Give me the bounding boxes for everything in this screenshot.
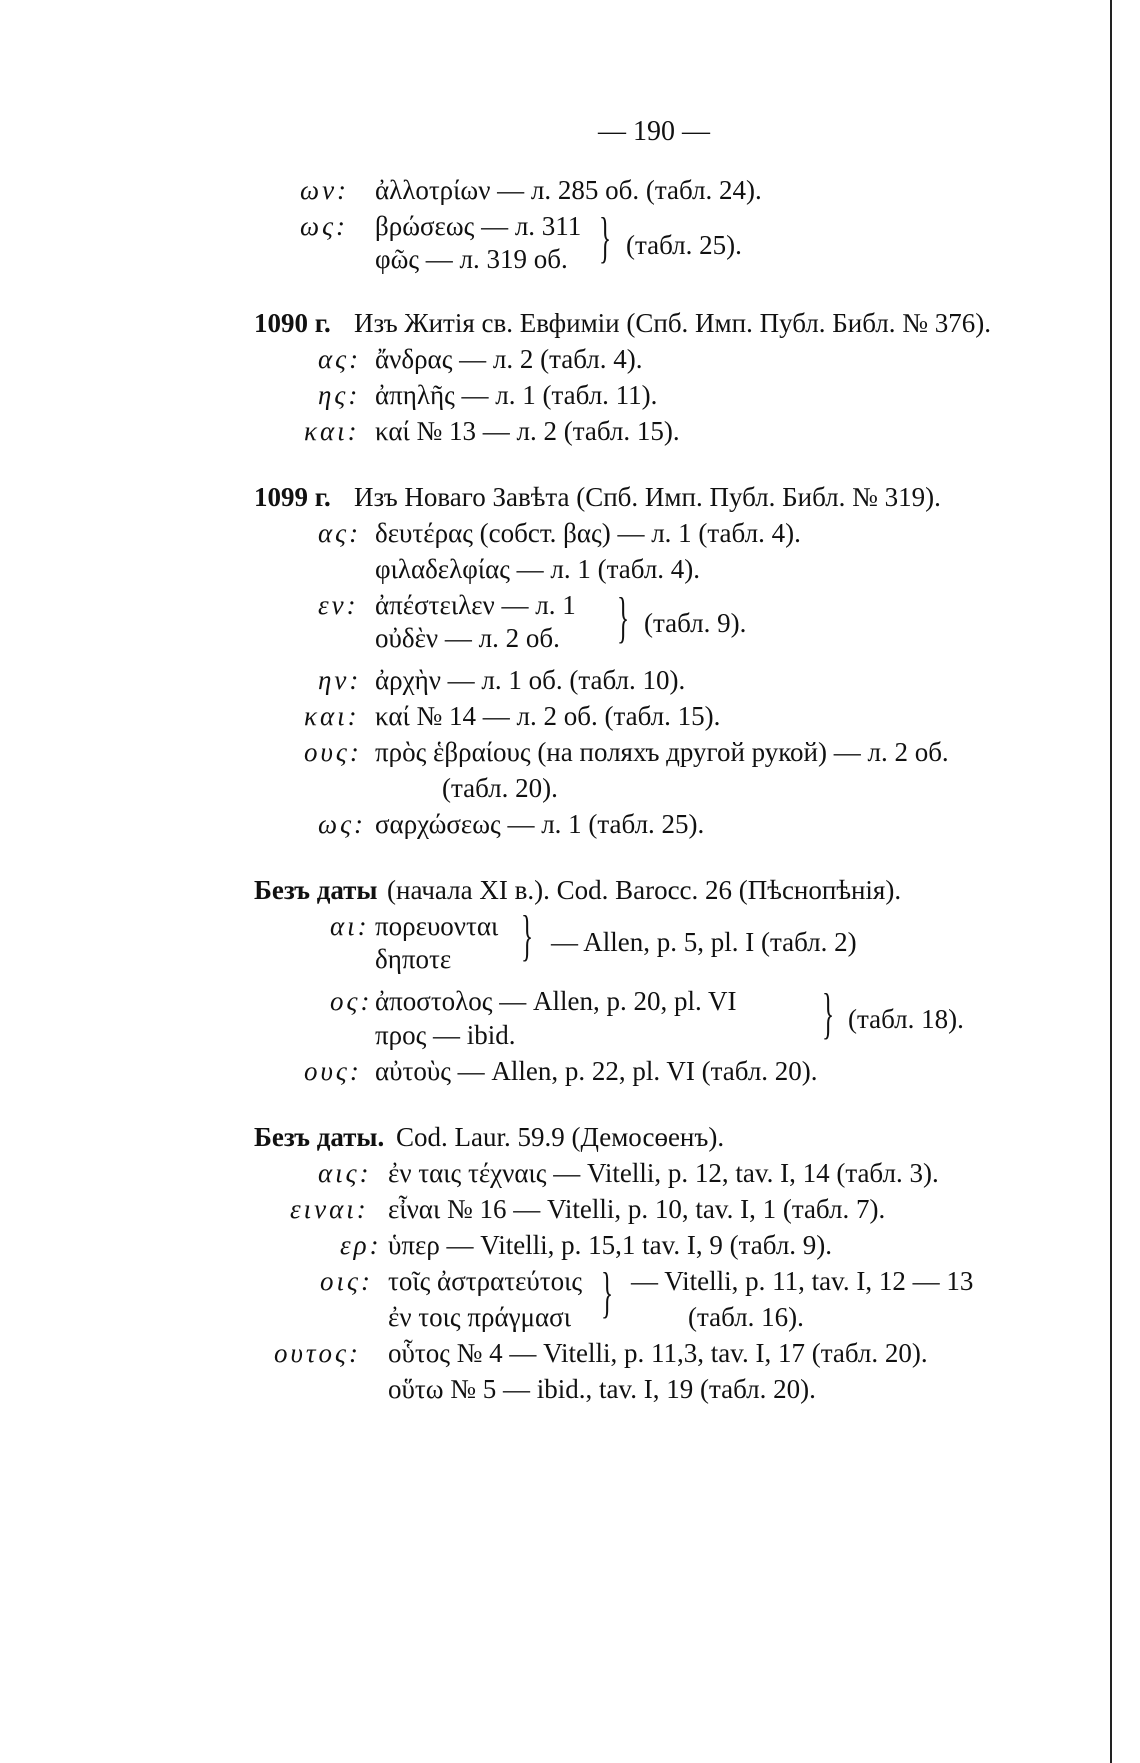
right-brace: } (521, 905, 534, 967)
entry-text: ἄνδρας — л. 2 (табл. 4). (375, 344, 643, 374)
heading-bold: Безъ даты (254, 875, 378, 905)
right-brace: } (599, 207, 612, 269)
entry-text: φῶς — л. 319 об. (375, 244, 568, 274)
entry-text: ἐν ταις τέχναις — Vitelli, p. 12, tav. I, 14 (табл. 3). (388, 1158, 939, 1188)
entry-text: ἀποστολος — Allen, p. 20, pl. VI (375, 986, 737, 1016)
suffix-label: ους: (304, 1056, 362, 1086)
right-brace: } (617, 587, 630, 649)
group-reference: (табл. 9). (644, 608, 747, 638)
suffix-label: ως: (300, 211, 349, 241)
entry-text: οὐδὲν — л. 2 об. (375, 623, 560, 653)
suffix-label: ας: (318, 344, 362, 374)
entry-text: ἀπηλῆς — л. 1 (табл. 11). (375, 380, 658, 410)
suffix-label: ειναι: (290, 1194, 369, 1224)
entry-text: ὑπερ — Vitelli, p. 15,1 tav. I, 9 (табл. 9). (388, 1230, 833, 1260)
entry-text: καί № 13 — л. 2 (табл. 15). (375, 416, 680, 446)
suffix-label: και: (304, 701, 360, 731)
entry-text: οὗτος № 4 — Vitelli, p. 11,3, tav. I, 17 (табл. 20). (388, 1338, 928, 1368)
section-heading: Cod. Laur. 59.9 (Демосөенъ). (396, 1122, 725, 1152)
entry-text: ἀρχὴν — л. 1 об. (табл. 10). (375, 665, 686, 695)
suffix-label: ους: (304, 737, 362, 767)
suffix-label: ως: (318, 809, 367, 839)
entry-text: ἀλλοτρίων — л. 285 об. (табл. 24). (375, 175, 762, 205)
entry-text: τοῖς ἀστρατεύτοις (388, 1266, 583, 1296)
entry-text: οὕτω № 5 — ibid., tav. I, 19 (табл. 20). (388, 1374, 816, 1404)
suffix-label: αις: (318, 1158, 372, 1188)
entry-text: αὐτοὺς — Allen, p. 22, pl. VI (табл. 20). (375, 1056, 818, 1086)
suffix-label: οις: (320, 1266, 373, 1296)
entry-text: φιλαδελφίας — л. 1 (табл. 4). (375, 554, 701, 584)
section-heading: (начала XI в.). Cod. Barocc. 26 (Пѣснопѣнія). (387, 875, 902, 905)
suffix-label: ων: (300, 175, 350, 205)
suffix-label: ην: (318, 665, 362, 695)
suffix-label: ος: (330, 986, 373, 1016)
entry-text: δευτέρας (собст. βας) — л. 1 (табл. 4). (375, 518, 801, 548)
section-heading: Изъ Новаго Завѣта (Спб. Имп. Публ. Библ. № 319). (354, 482, 941, 512)
entry-text: εἶναι № 16 — Vitelli, p. 10, tav. I, 1 (табл. 7). (388, 1194, 886, 1224)
heading-bold: Безъ даты. (254, 1122, 385, 1152)
section-heading: Изъ Житія св. Евфиміи (Спб. Имп. Публ. Библ. № 376). (354, 308, 992, 338)
suffix-label: αι: (330, 911, 370, 941)
entry-text: καί № 14 — л. 2 об. (табл. 15). (375, 701, 721, 731)
entry-text: ἀπέστειλεν — л. 1 (375, 590, 576, 620)
heading-year: 1090 г. (254, 308, 331, 338)
group-reference: (табл. 18). (848, 1004, 964, 1034)
page-number: — 190 — (598, 116, 710, 147)
suffix-label: ερ: (340, 1230, 382, 1260)
entry-text: βρώσεως — л. 311 (375, 211, 582, 241)
heading-year: 1099 г. (254, 482, 331, 512)
page-edge-line (1110, 0, 1112, 1763)
entry-text: (табл. 20). (442, 773, 558, 803)
entry-text: πορευονται (375, 911, 499, 941)
group-reference: (табл. 16). (688, 1302, 804, 1332)
entry-text: προς — ibid. (375, 1020, 516, 1050)
entry-text: δηποτε (375, 944, 452, 974)
entry-text: σαρχώσεως — л. 1 (табл. 25). (375, 809, 705, 839)
right-brace: } (601, 1262, 614, 1324)
group-reference: — Vitelli, p. 11, tav. I, 12 — 13 (631, 1266, 974, 1296)
entry-text: ἐν τοις πράγμασι (388, 1302, 571, 1332)
group-reference: — Allen, p. 5, pl. I (табл. 2) (551, 927, 857, 957)
group-reference: (табл. 25). (626, 230, 742, 260)
suffix-label: ας: (318, 518, 362, 548)
suffix-label: ουτος: (274, 1338, 362, 1368)
suffix-label: ης: (318, 380, 361, 410)
suffix-label: και: (304, 416, 360, 446)
entry-text: πρὸς ἑβραίους (на поляхъ другой рукой) — л. 2 об. (375, 737, 949, 767)
suffix-label: εν: (318, 590, 359, 620)
right-brace: } (822, 983, 835, 1045)
